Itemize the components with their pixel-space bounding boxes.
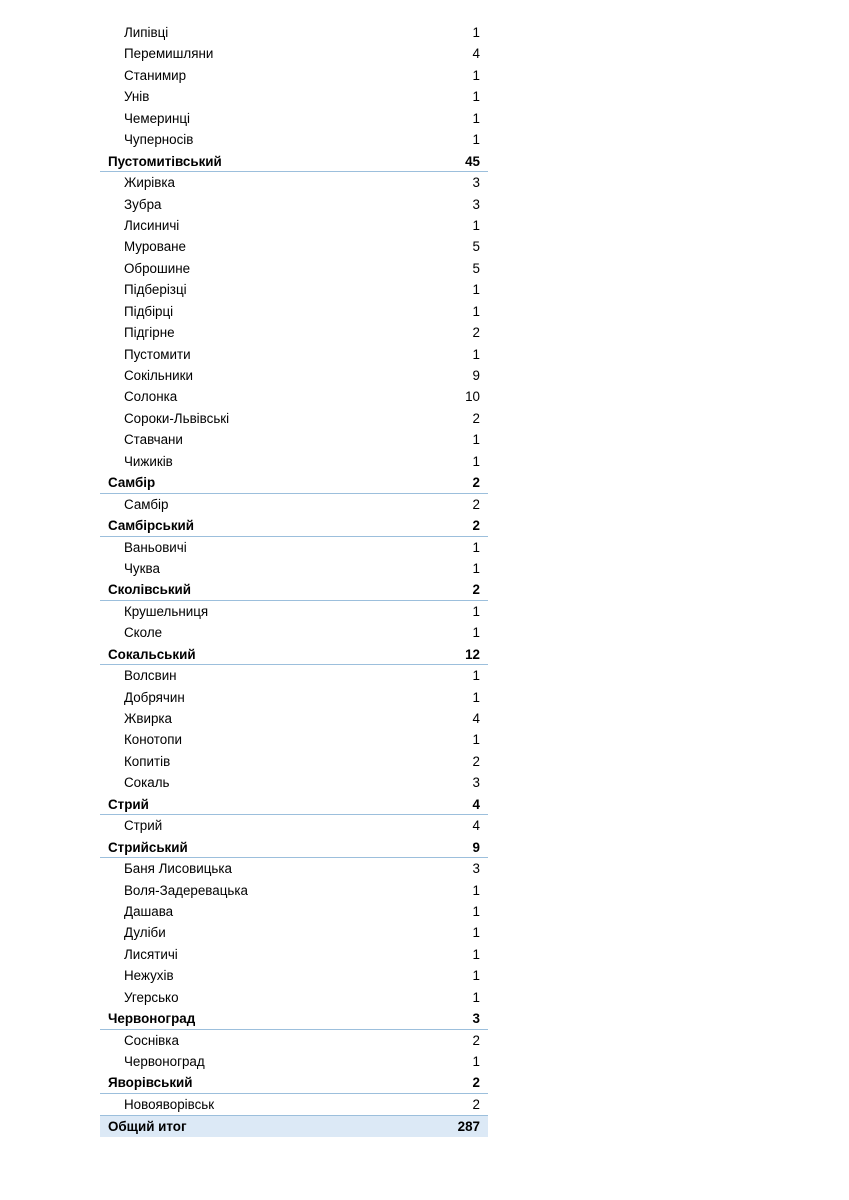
table-row (100, 815, 488, 836)
table-row (100, 451, 488, 472)
row-count: 1 (472, 946, 480, 962)
table-row (100, 22, 488, 43)
row-name: Сокаль (124, 775, 170, 791)
table-row (100, 944, 488, 965)
row-count: 4 (472, 46, 480, 62)
table-row (100, 129, 488, 150)
row-name: Червоноград (124, 1054, 205, 1069)
group-name: Сокальський (108, 646, 196, 662)
row-count: 1 (472, 432, 480, 448)
group-name: Сколівський (108, 582, 192, 598)
row-name: Дашава (124, 903, 174, 919)
table-row (100, 665, 488, 686)
table-row (100, 194, 488, 215)
group-count: 45 (465, 153, 480, 169)
table-body (100, 22, 488, 1115)
row-count: 1 (472, 25, 480, 40)
row-count: 1 (472, 110, 480, 126)
row-count: 1 (472, 217, 480, 233)
group-name: Стрийський (108, 839, 188, 855)
row-count: 2 (472, 410, 480, 426)
row-count: 2 (472, 1096, 480, 1112)
table-row (100, 987, 488, 1008)
table-row (100, 365, 488, 386)
row-count: 1 (472, 882, 480, 898)
row-count: 2 (472, 1032, 480, 1048)
row-count: 1 (472, 903, 480, 919)
table-row (100, 751, 488, 772)
row-name: Жвирка (124, 711, 173, 726)
row-name: Жирівка (124, 175, 175, 191)
group-count: 2 (472, 582, 480, 598)
group-row (100, 1008, 488, 1029)
row-count: 3 (472, 775, 480, 791)
row-count: 5 (472, 239, 480, 255)
row-name: Ставчани (124, 432, 183, 448)
row-name: Лисятичі (124, 946, 178, 962)
table-row (100, 236, 488, 257)
row-count: 1 (472, 282, 480, 298)
table-row (100, 65, 488, 86)
row-name: Добрячин (124, 689, 185, 705)
row-count: 10 (465, 389, 480, 405)
grand-total-label: Общий итог (108, 1119, 187, 1135)
table-row (100, 901, 488, 922)
row-name: Баня Лисовицька (124, 861, 233, 877)
group-count: 4 (472, 796, 480, 812)
row-name: Підберізці (124, 282, 187, 298)
row-name: Ваньовичі (124, 539, 187, 555)
table-row (100, 1051, 488, 1072)
group-count: 2 (472, 518, 480, 534)
group-row (100, 515, 488, 536)
table-row (100, 601, 488, 622)
row-count: 4 (472, 711, 480, 726)
row-count: 1 (472, 989, 480, 1005)
row-count: 3 (472, 175, 480, 191)
row-count: 1 (472, 67, 480, 83)
row-name: Стрий (124, 818, 163, 834)
row-name: Чуква (124, 560, 160, 576)
table-row (100, 558, 488, 579)
row-count: 5 (472, 260, 480, 276)
row-count: 1 (472, 925, 480, 941)
table-row (100, 344, 488, 365)
pivot-table (100, 22, 488, 1137)
row-count: 1 (472, 89, 480, 105)
grand-total-value: 287 (457, 1119, 480, 1135)
group-name: Пустомитівський (108, 153, 222, 169)
group-name: Стрий (108, 796, 149, 812)
row-count: 1 (472, 539, 480, 555)
row-name: Лисиничі (124, 217, 180, 233)
row-name: Липівці (124, 25, 169, 40)
table-row (100, 772, 488, 793)
table-row (100, 1094, 488, 1115)
row-count: 1 (472, 346, 480, 362)
row-count: 1 (472, 689, 480, 705)
row-name: Унів (124, 89, 150, 105)
group-count: 12 (465, 646, 480, 662)
row-name: Чижиків (124, 453, 173, 469)
row-count: 1 (472, 968, 480, 984)
group-row (100, 837, 488, 858)
group-row (100, 579, 488, 600)
row-count: 2 (472, 753, 480, 769)
group-row (100, 151, 488, 172)
row-count: 1 (472, 1054, 480, 1069)
row-name: Соснівка (124, 1032, 179, 1048)
row-count: 1 (472, 732, 480, 748)
row-name: Чуперносів (124, 132, 194, 148)
group-count: 3 (472, 1011, 480, 1027)
table-row (100, 858, 488, 879)
row-count: 1 (472, 625, 480, 641)
table-row (100, 1030, 488, 1051)
table-row (100, 408, 488, 429)
row-name: Крушельниця (124, 603, 209, 619)
row-name: Сокільники (124, 368, 193, 383)
row-name: Пустомити (124, 346, 191, 362)
group-row (100, 472, 488, 493)
row-count: 2 (472, 325, 480, 341)
row-name: Оброшине (124, 260, 191, 276)
table-row (100, 537, 488, 558)
table-row (100, 687, 488, 708)
table-row (100, 922, 488, 943)
row-name: Копитів (124, 753, 171, 769)
table-row (100, 279, 488, 300)
row-name: Перемишляни (124, 46, 214, 62)
row-name: Зубра (124, 196, 162, 212)
row-count: 1 (472, 453, 480, 469)
group-count: 2 (472, 475, 480, 491)
row-name: Сороки-Львівські (124, 410, 230, 426)
table-row (100, 108, 488, 129)
row-name: Волсвин (124, 668, 177, 684)
row-count: 2 (472, 496, 480, 512)
row-count: 1 (472, 303, 480, 319)
table-row (100, 386, 488, 407)
row-name: Конотопи (124, 732, 182, 748)
group-name: Яворівський (108, 1075, 193, 1091)
table-row (100, 172, 488, 193)
group-count: 2 (472, 1075, 480, 1091)
table-row (100, 494, 488, 515)
group-name: Самбір (108, 475, 156, 491)
row-count: 4 (472, 818, 480, 834)
row-count: 9 (472, 368, 480, 383)
row-count: 3 (472, 861, 480, 877)
table-row (100, 301, 488, 322)
group-count: 9 (472, 839, 480, 855)
table-row (100, 43, 488, 64)
row-count: 1 (472, 132, 480, 148)
row-count: 1 (472, 668, 480, 684)
row-name: Підбірці (124, 303, 174, 319)
table-row (100, 729, 488, 750)
row-name: Станимир (124, 67, 187, 83)
row-name: Дуліби (124, 925, 166, 941)
row-name: Підгірне (124, 325, 175, 341)
table-row (100, 429, 488, 450)
group-name: Червоноград (108, 1011, 196, 1027)
row-name: Воля-Задеревацька (124, 882, 248, 898)
group-name: Самбірський (108, 518, 195, 534)
table-row (100, 258, 488, 279)
row-name: Угерсько (124, 989, 179, 1005)
group-row (100, 644, 488, 665)
table-row (100, 708, 488, 729)
table-row (100, 322, 488, 343)
group-row (100, 1072, 488, 1093)
row-name: Муроване (124, 239, 186, 255)
row-name: Чемеринці (124, 110, 190, 126)
table-row (100, 965, 488, 986)
grand-total-row (100, 1115, 488, 1136)
row-count: 3 (472, 196, 480, 212)
table-row (100, 215, 488, 236)
row-name: Новояворівськ (124, 1096, 215, 1112)
row-name: Самбір (124, 496, 169, 512)
row-count: 1 (472, 603, 480, 619)
row-count: 1 (472, 560, 480, 576)
table-row (100, 622, 488, 643)
row-name: Нежухів (124, 968, 174, 984)
table-row (100, 86, 488, 107)
group-row (100, 794, 488, 815)
row-name: Солонка (124, 389, 178, 405)
table-row (100, 880, 488, 901)
row-name: Сколе (124, 625, 163, 641)
